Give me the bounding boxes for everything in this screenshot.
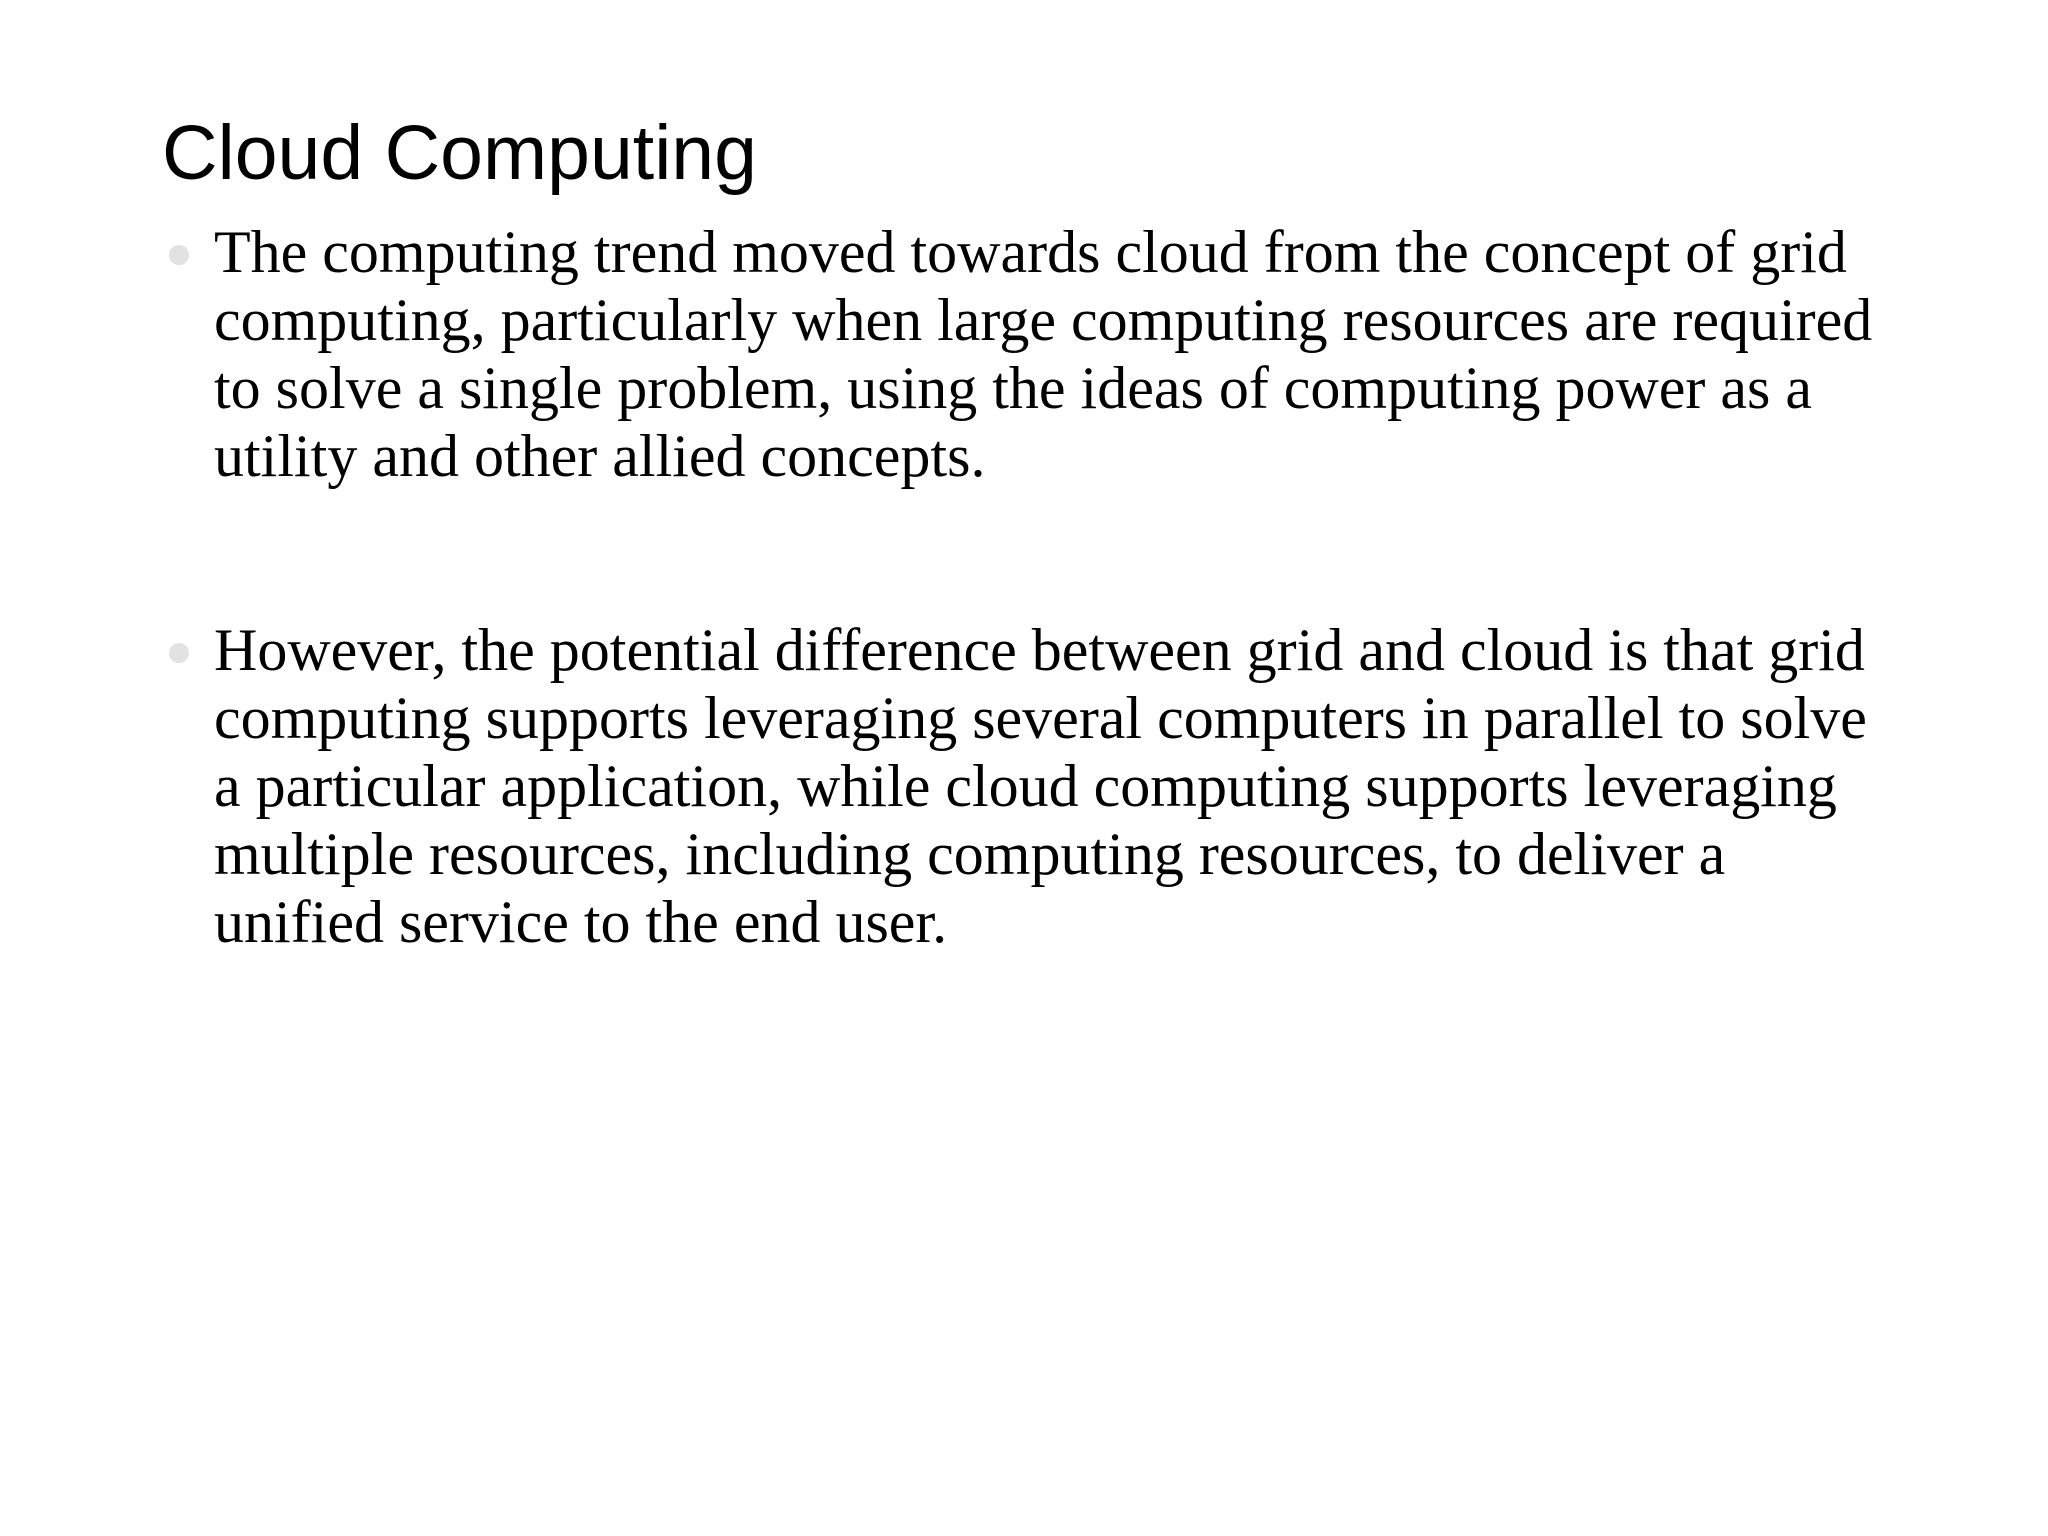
bullet-text: The computing trend moved towards cloud from the concept of grid computing, particularly when large computing resources are required to solve a single problem, using the ideas of computing power as a utility and other allied concepts. — [214, 219, 1873, 489]
bullet-item — [162, 218, 1882, 490]
bullet-dot-icon — [169, 643, 189, 663]
bullet-dot-icon — [169, 245, 189, 265]
bullet-item — [162, 616, 1882, 956]
slide-title: Cloud Computing — [162, 110, 757, 196]
bullet-text: However, the potential difference between grid and cloud is that grid computing supports leveraging several computers in parallel to solve a particular application, while cloud computing supports leveraging multiple resources, including computing resources, to deliver a unified service to the end user. — [214, 617, 1867, 955]
bullet-list — [162, 218, 1882, 956]
